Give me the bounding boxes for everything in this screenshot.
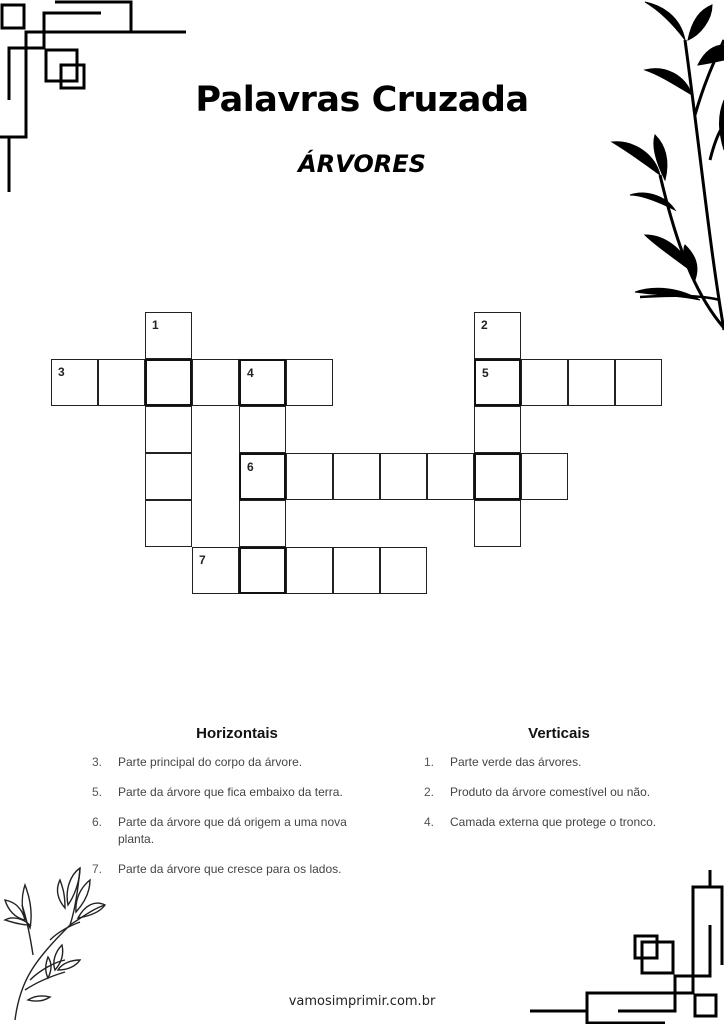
clue-item [92,784,382,801]
crossword-cell[interactable] [98,359,145,406]
crossword-cell[interactable] [192,547,239,594]
clue-number: 3. [92,755,103,769]
cell-number: 4 [247,366,254,380]
clue-text: Parte da árvore que fica embaixo da terra. [118,785,343,799]
clue-number: 2. [424,785,435,799]
crossword-cell[interactable] [286,547,333,594]
cell-number: 3 [58,365,65,379]
crossword-cell[interactable] [192,359,239,406]
clue-text: Parte principal do corpo da árvore. [118,755,303,769]
clue-item [424,754,714,771]
page-subtitle: ÁRVORES [298,150,426,178]
crossword-cell[interactable] [474,359,521,406]
clues-vertical [424,725,714,844]
cell-number: 1 [152,318,159,332]
crossword-cell[interactable] [521,359,568,406]
clue-item [92,754,382,771]
cell-number: 7 [199,553,206,567]
crossword-cell[interactable] [286,453,333,500]
crossword-cell[interactable] [239,359,286,406]
crossword-cell[interactable] [333,453,380,500]
crossword-cell[interactable] [568,359,615,406]
crossword-cell[interactable] [474,453,521,500]
footer-website: vamosimprimir.com.br [288,994,436,1009]
crossword-cell[interactable] [145,500,192,547]
crossword-cell[interactable] [51,359,98,406]
crossword-cell[interactable] [615,359,662,406]
cell-number: 2 [481,318,488,332]
clue-number: 5. [92,785,103,799]
crossword-cell[interactable] [380,547,427,594]
crossword-cell[interactable] [145,359,192,406]
crossword-cell[interactable] [427,453,474,500]
crossword-cell[interactable] [474,500,521,547]
crossword-cell[interactable] [239,547,286,594]
clues-vertical-heading: Verticais [528,725,590,742]
page-title: Palavras Cruzada [195,80,529,120]
clue-text: Parte verde das árvores. [450,755,582,769]
crossword-cell[interactable] [333,547,380,594]
crossword-cell[interactable] [521,453,568,500]
crossword-cell[interactable] [474,406,521,453]
crossword-cell[interactable] [286,359,333,406]
clue-number: 7. [92,862,103,876]
crossword-cell[interactable] [239,453,286,500]
crossword-cell[interactable] [239,406,286,453]
clue-text: Parte da árvore que dá origem a uma nova planta. [118,815,347,846]
clue-text: Camada externa que protege o tronco. [450,815,657,829]
clue-number: 1. [424,755,435,769]
cell-number: 6 [247,460,254,474]
clue-text: Produto da árvore comestível ou não. [450,785,651,799]
clue-item [92,861,382,878]
clue-number: 4. [424,815,435,829]
clue-number: 6. [92,815,103,829]
clue-text: Parte da árvore que cresce para os lados. [118,862,342,876]
clue-item [92,814,362,848]
cell-number: 5 [482,366,489,380]
crossword-cell[interactable] [145,453,192,500]
clues-horizontal-heading: Horizontais [196,725,278,742]
clues-horizontal [92,725,382,891]
crossword-cell[interactable] [145,406,192,453]
crossword-cell[interactable] [380,453,427,500]
clue-item [424,784,714,801]
crossword-cell[interactable] [239,500,286,547]
clue-item [424,814,714,831]
crossword-cell[interactable] [145,312,192,359]
crossword-cell[interactable] [474,312,521,359]
